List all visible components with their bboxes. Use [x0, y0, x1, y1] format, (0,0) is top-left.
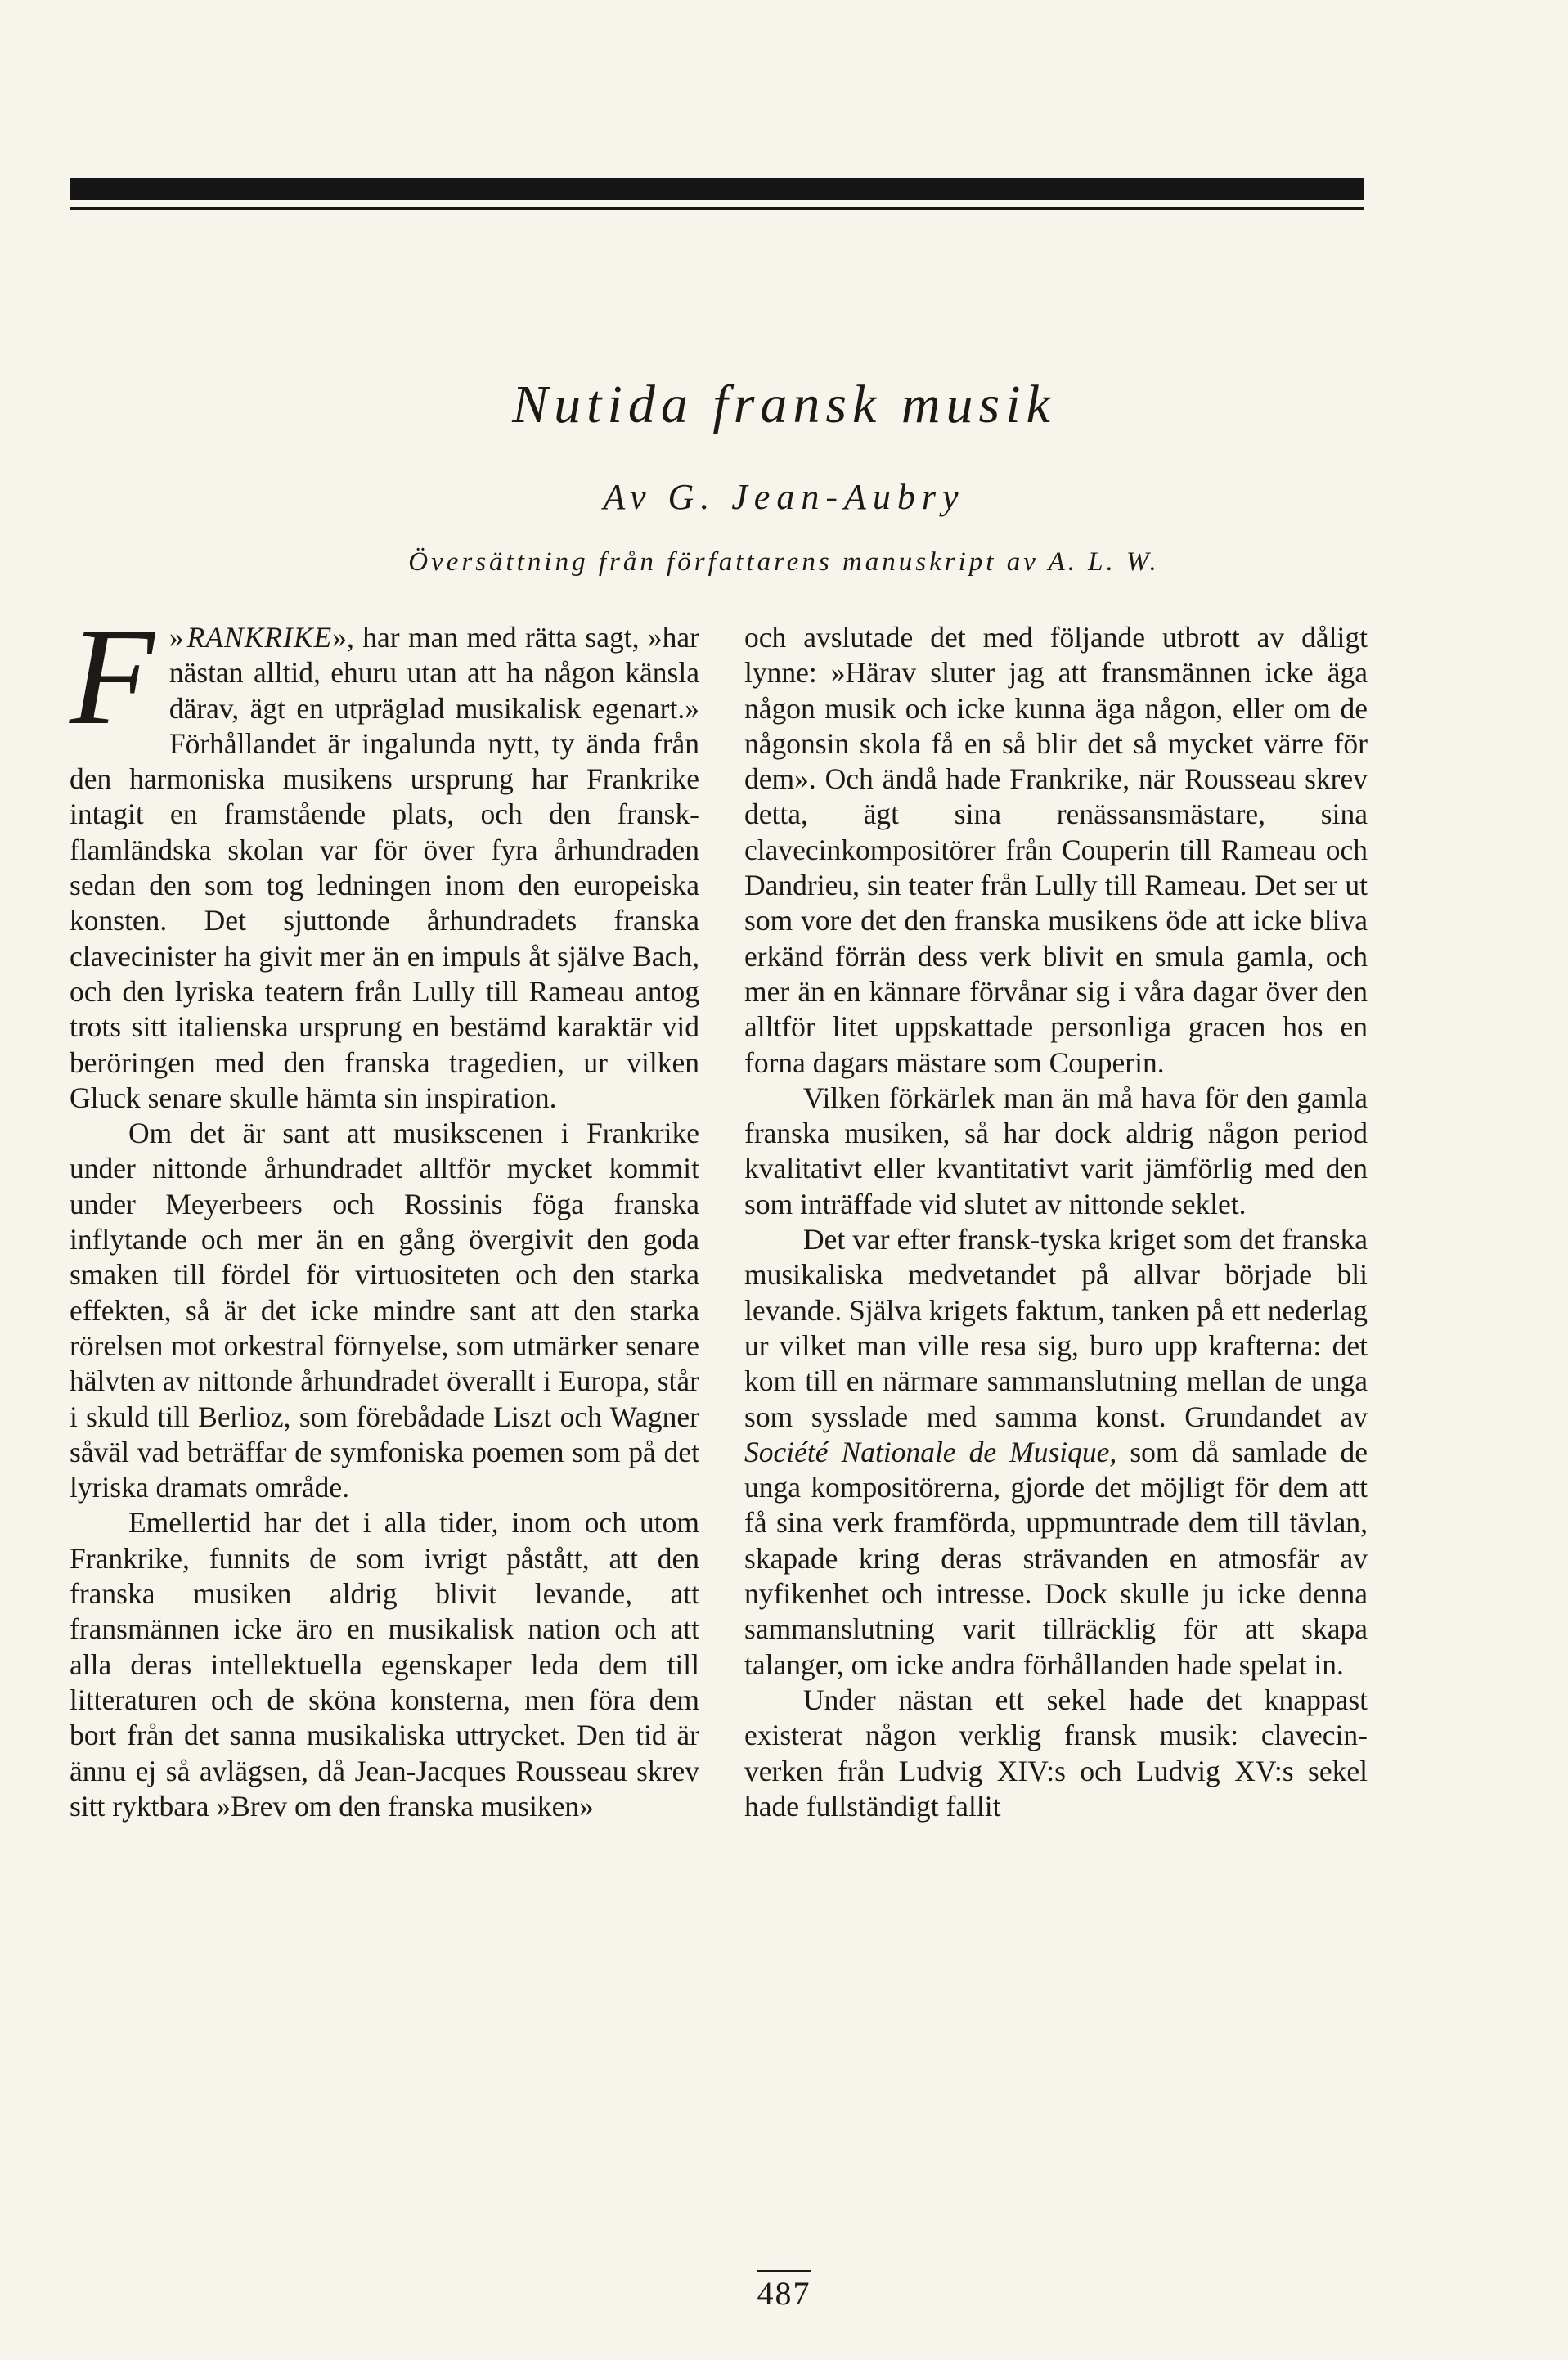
- drop-cap: F: [70, 600, 155, 753]
- paragraph-3-start: Det var efter fransk-tyska kriget som det franska musikaliska medvetandet på allvar började bli levande. Själva krigets faktum, tanken på ett nederlag ur vilket man ville resa sig, buro upp krafterna: det kom till en närmare sammanslutning mellan de unga som sysslade med samma konst. Grundandet av: [744, 1223, 1368, 1433]
- right-column: [744, 620, 1368, 1824]
- header-rule-thick: [70, 178, 1364, 200]
- page-number: [0, 2274, 1568, 2313]
- left-paragraph-1: [70, 600, 699, 1116]
- article-title: Nutida fransk musik: [512, 375, 1056, 434]
- opening-quote-mark: »: [168, 621, 184, 654]
- opening-word: RANKRIKE: [186, 621, 333, 654]
- right-paragraph-2: Vilken förkärlek man än må hava för den gamla franska musiken, så har dock aldrig någon period kvalitativt eller kvantitativt varit jämförlig med den som inträffade vid slutet av nittonde seklet.: [744, 1081, 1368, 1220]
- society-name: Société Nationale de Musique,: [744, 1435, 1117, 1468]
- translation-note: Översättning från författarens manuskript av A. L. W.: [408, 547, 1160, 577]
- right-paragraph-1: och avslutade det med följande utbrott av dåligt lynne: »Härav sluter jag att fransmännen icke äga någon musik och icke kunna äga någon, eller om de någonsin skola få en så blir det så mycket värre för dem». Och ändå hade Frankrike, när Rousseau skrev detta, ägt sina renässansmästare, sina clavecinkompositörer från Couperin till Rameau och Dandrieu, sin teater från Lully till Rameau. Det ser ut som vore det den franska musikens öde att icke bliva erkänd förrän dess verk blivit en smula gamla, och mer än en kännare förvånar sig i våra dagar över den alltför litet uppskattade personliga gracen hos en forna dagars mästare som Couperin.: [744, 621, 1368, 1079]
- paragraph-3-end: som då samlade de unga kompositörerna, gjorde det möjligt för dem att få sina verk framförda, uppmuntrade dem till tävlan, skapade kring deras strävanden en atmosfär av nyfikenhet och intresse. Dock skulle ju icke denna sammanslutning varit tillräcklig för att skapa talanger, om icke andra förhållanden hade spelat in.: [744, 1435, 1368, 1681]
- article-byline: Av G. Jean-Aubry: [603, 477, 965, 517]
- header-rule-thin: [70, 207, 1364, 210]
- left-paragraph-3: Emellertid har det i alla tider, inom och utom Frankrike, funnits de som ivrigt påstått, att den franska musiken aldrig blivit levande, att fransmännen icke äro en musikalisk nation och att alla deras intellektuella egenskaper leda dem till litteraturen och de sköna konsterna, men föra dem bort från det sanna musikaliska uttrycket. Den tid är ännu ej så avlägsen, då Jean-Jacques Rousseau skrev sitt ryktbara »Brev om den franska musiken»: [70, 1506, 699, 1823]
- left-paragraph-2: Om det är sant att musikscenen i Frankrike under nittonde århundradet alltför mycket kommit under Meyerbeers och Rossinis föga franska inflytande och mer än en gång övergivit den goda smaken till fördel för virtuositeten och den starka effekten, så är det icke mindre sant att den starka rörelsen mot orkestral förnyelse, som utmärker senare hälvten av nittonde århundradet överallt i Europa, står i skuld till Berlioz, som förebådade Liszt och Wagner såväl vad beträffar de symfoniska poemen som på det lyriska dramats område.: [70, 1117, 699, 1504]
- page-number-text: 487: [757, 2270, 811, 2312]
- right-paragraph-4: Under nästan ett sekel hade det knappast existerat någon verklig fransk musik: clavecin-verken från Ludvig XIV:s och Ludvig XV:s sekel hade fullständigt fallit: [744, 1683, 1368, 1823]
- left-column: [70, 600, 699, 1824]
- right-paragraph-3: [744, 1222, 1368, 1683]
- opening-text: », har man med rätta sagt, »har nästan alltid, ehuru utan att ha någon känsla därav, ägt en utpräglad musikalisk egenart.» Förhållandet är ingalunda nytt, ty ända från den harmoniska musikens ursprung har Frankrike intagit en framstående plats, och den fransk-flamländska skolan var för över fyra århundraden sedan den som tog ledningen inom den europeiska konsten. Det sjuttonde århundradets franska clavecinister ha givit mer än en impuls åt själve Bach, och den lyriska teatern från Lully till Rameau antog trots sitt italienska ursprung en bestämd karaktär vid beröringen med den franska tragedien, ur vilken Gluck senare skulle hämta sin inspiration.: [70, 621, 699, 1114]
